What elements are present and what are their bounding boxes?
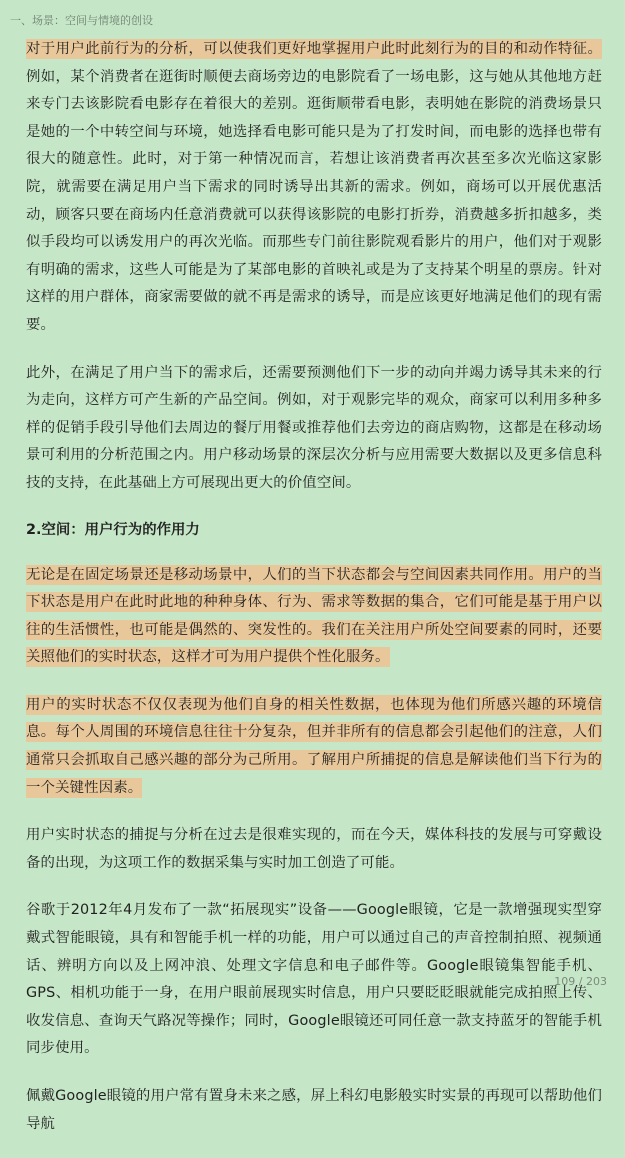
paragraph-3 (26, 562, 602, 672)
paragraph-5 (26, 822, 602, 877)
paragraph-text: 佩戴Google眼镜的用户常有置身未来之感，屏上科幻电影般实时实景的再现可以帮助他们导航 (26, 1088, 602, 1132)
paragraph-text: 用户实时状态的捕捉与分析在过去是很难实现的，而在今天，媒体科技的发展与可穿戴设备的出现，为这项工作的数据采集与实时加工创造了可能。 (26, 827, 602, 871)
paragraph-2 (26, 360, 602, 498)
paragraph-text: 此外，在满足了用户当下的需求后，还需要预测他们下一步的动向并竭力诱导其未来的行为走向，这样方可产生新的产品空间。例如，对于观影完毕的观众，商家可以利用多种多样的促销手段引导他们去周边的餐厅用餐或推荐他们去旁边的商店购物，这都是在移动场景可利用的分析范围之内。用户移动场景的深层次分析与应用需要大数据以及更多信息科技的支持，在此基础上方可展现出更大的价值空间。 (26, 364, 602, 491)
paragraph-6 (26, 897, 602, 1063)
paragraph-1 (26, 36, 602, 340)
page-number: 109 / 203 (554, 975, 607, 988)
paragraph-text: 例如，某个消费者在逛街时顺便去商场旁边的电影院看了一场电影，这与她从其他地方赶来专门去该影院看电影存在着很大的差别。逛街顺带看电影，表明她在影院的消费场景只是她的一个中转空间与环境，她选择看电影可能只是为了打发时间，而电影的选择也带有很大的随意性。此时，对于第一种情况而言，若想让该消费者再次甚至多次光临这家影院，就需要在满足用户当下需求的同时诱导出其新的需求。例如，商场可以开展优惠活动，顾客只要在商场内任意消费就可以获得该影院的电影打折券，消费越多折扣越多，类似手段均可以诱发用户的再次光临。而那些专门前往影院观看影片的用户，他们对于观影有明确的需求，这些人可能是为了某部电影的首映礼或是为了支持某个明星的票房。针对这样的用户群体，商家需要做的就不再是需求的诱导，而是应该更好地满足他们的现有需要。 (26, 68, 602, 333)
highlighted-text[interactable]: 无论是在固定场景还是移动场景中，人们的当下状态都会与空间因素共同作用。用户的当下状态是用户在此时此地的种种身体、行为、需求等数据的集合，它们可能是基于用户以往的生活惯性，也可能是偶然的、突发性的。我们在关注用户所处空间要素的同时，还要关照他们的实时状态，这样才可为用户提供个性化服务。 (26, 566, 602, 666)
paragraph-text: 谷歌于2012年4月发布了一款“拓展现实”设备——Google眼镜，它是一款增强现实型穿戴式智能眼镜，具有和智能手机一样的功能，用户可以通过自己的声音控制拍照、视频通话、辨明方向以及上网冲浪、处理文字信息和电子邮件等。Google眼镜集智能手机、GPS、相机功能于一身，在用户眼前展现实时信息，用户只要眨眨眼就能完成拍照上传、收发信息、查询天气路况等操作；同时，Google眼镜还可同任意一款支持蓝牙的智能手机同步使用。 (26, 902, 602, 1057)
highlighted-text[interactable]: 用户的实时状态不仅仅表现为他们自身的相关性数据，也体现为他们所感兴趣的环境信息。每个人周围的环境信息往往十分复杂，但并非所有的信息都会引起他们的注意，人们通常只会抓取自己感兴趣的部分为己所用。了解用户所捕捉的信息是解读他们当下行为的一个关键性因素。 (26, 696, 602, 796)
paragraph-7 (26, 1083, 602, 1138)
paragraph-4 (26, 692, 602, 802)
section-heading: 2.空间：用户行为的作用力 (26, 521, 200, 538)
running-header: 一、场景：空间与情境的创设 (10, 14, 153, 27)
page-body (26, 36, 602, 1158)
highlighted-text[interactable]: 对于用户此前行为的分析，可以使我们更好地掌握用户此时此刻行为的目的和动作特征。 (26, 41, 602, 57)
